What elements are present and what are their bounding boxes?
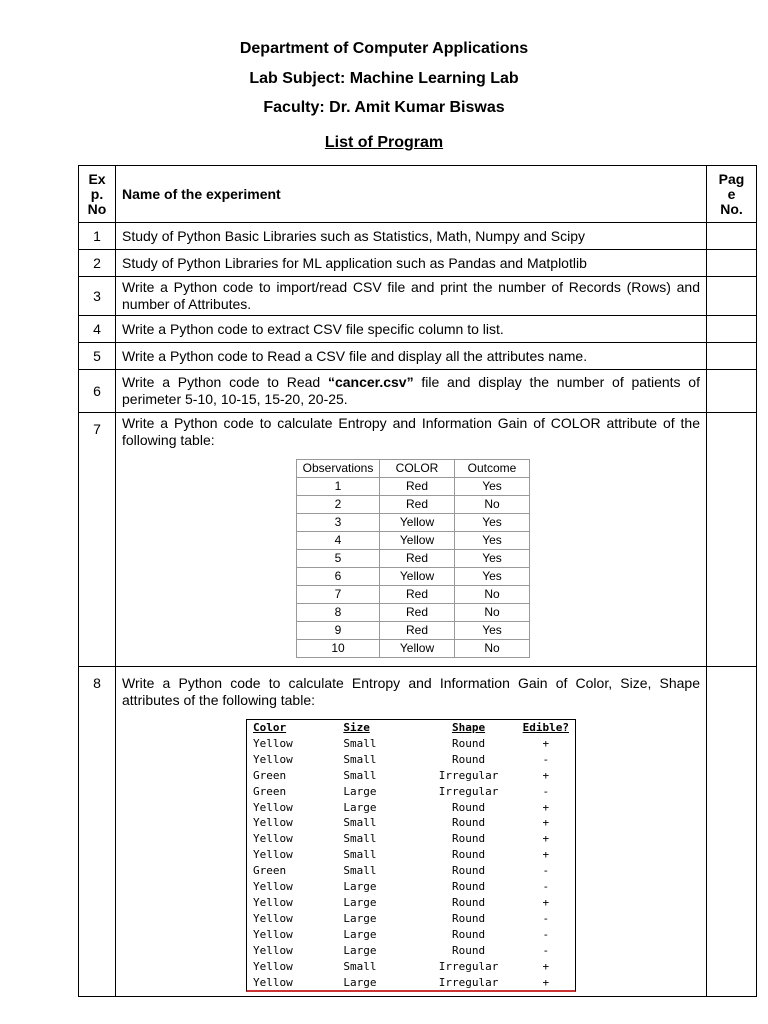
edible-cell: + [542, 832, 550, 846]
edible-cell: + [542, 800, 550, 814]
edible-cell: Small [343, 864, 377, 878]
edible-cell: Yellow [253, 911, 293, 925]
edible-cell: Yellow [253, 943, 293, 957]
edible-cell: - [542, 880, 550, 894]
edible-cell: Small [343, 816, 377, 830]
col-exp-no-header: Ex p. No [79, 166, 116, 223]
obs-row [297, 604, 530, 622]
obs-row [297, 496, 530, 514]
edible-row [247, 847, 575, 863]
edible-cell: Round [451, 752, 486, 766]
edible-row [247, 784, 575, 800]
edible-cell: Irregular [438, 768, 499, 782]
edible-cell: Large [343, 784, 377, 798]
table-header-row [79, 166, 757, 223]
page-cell [707, 250, 757, 277]
obs-header: COLOR [380, 460, 455, 478]
edible-cell: Irregular [438, 959, 499, 973]
edible-cell: Round [451, 927, 486, 941]
edible-cell: Yellow [253, 816, 293, 830]
edible-cell: Yellow [253, 975, 293, 989]
edible-cell: Large [343, 800, 377, 814]
obs-cell: Yellow [380, 532, 455, 550]
obs-cell: Yes [455, 478, 530, 496]
col-name-header: Name of the experiment [116, 166, 707, 223]
edible-row [247, 863, 575, 879]
obs-row [297, 478, 530, 496]
exp-number: 8 [79, 667, 116, 997]
edible-header: Color [253, 721, 287, 734]
obs-cell: Red [380, 586, 455, 604]
edible-cell: Round [451, 848, 486, 862]
edible-cell: Irregular [438, 975, 499, 989]
obs-cell: 10 [297, 640, 380, 658]
obs-cell: No [455, 586, 530, 604]
edible-cell: Small [343, 959, 377, 973]
edible-row [247, 975, 575, 991]
exp-number: 6 [79, 370, 116, 413]
edible-cell: + [542, 848, 550, 862]
edible-row [247, 736, 575, 752]
page-cell [707, 316, 757, 343]
edible-header: Size [343, 721, 370, 734]
edible-row [247, 959, 575, 975]
obs-row [297, 568, 530, 586]
edible-cell: Round [451, 880, 486, 894]
exp-description: Write a Python code to calculate Entropy and Information Gain of COLOR attribute of the following table: [122, 415, 700, 448]
edible-cell: Large [343, 943, 377, 957]
edible-cell: Round [451, 816, 486, 830]
obs-row [297, 586, 530, 604]
edible-cell: Round [451, 911, 486, 925]
edible-cell: Small [343, 752, 377, 766]
exp-description-cell [116, 413, 707, 667]
cancer-csv-filename: “cancer.csv” [327, 374, 414, 390]
obs-cell: Yes [455, 622, 530, 640]
edible-cell: Green [253, 864, 287, 878]
obs-cell: Yellow [380, 640, 455, 658]
exp-number: 2 [79, 250, 116, 277]
edible-row [247, 768, 575, 784]
edible-cell: - [542, 752, 550, 766]
edible-cell: Small [343, 768, 377, 782]
obs-row [297, 550, 530, 568]
obs-cell: 4 [297, 532, 380, 550]
obs-cell: Yes [455, 550, 530, 568]
edible-header-row [247, 720, 575, 736]
table-row [79, 413, 757, 667]
obs-cell: Yes [455, 514, 530, 532]
obs-cell: Red [380, 622, 455, 640]
edible-table-image [246, 719, 576, 992]
edible-cell: + [542, 975, 550, 989]
edible-header: Edible? [522, 721, 569, 734]
program-list-table [78, 165, 757, 997]
edible-row [247, 927, 575, 943]
color-outcome-table [296, 459, 530, 658]
edible-cell: - [542, 864, 550, 878]
exp-number: 7 [79, 413, 116, 667]
exp-number: 3 [79, 277, 116, 316]
obs-cell: Red [380, 496, 455, 514]
exp-description: Write a Python code to import/read CSV file and print the number of Records (Rows) and number of Attributes. [116, 277, 707, 316]
obs-cell: No [455, 496, 530, 514]
exp-description: Write a Python code to Read a CSV file and display all the attributes name. [116, 343, 707, 370]
obs-row [297, 514, 530, 532]
page-cell [707, 370, 757, 413]
edible-cell: Yellow [253, 848, 293, 862]
edible-table [247, 720, 575, 990]
edible-row [247, 911, 575, 927]
edible-cell: Large [343, 975, 377, 989]
page-cell [707, 223, 757, 250]
obs-cell: Red [380, 604, 455, 622]
department-heading: Department of Computer Applications [239, 40, 529, 57]
obs-cell: Yellow [380, 568, 455, 586]
edible-cell: Green [253, 768, 287, 782]
obs-row [297, 532, 530, 550]
edible-cell: Yellow [253, 880, 293, 894]
edible-cell: Round [451, 864, 486, 878]
page-cell [707, 667, 757, 997]
subject-heading: Lab Subject: Machine Learning Lab [249, 70, 519, 87]
edible-cell: + [542, 959, 550, 973]
edible-cell: + [542, 768, 550, 782]
edible-cell: Round [451, 832, 486, 846]
table-row [79, 316, 757, 343]
obs-cell: Yes [455, 568, 530, 586]
edible-cell: Round [451, 943, 486, 957]
edible-row [247, 943, 575, 959]
edible-cell: Irregular [438, 784, 499, 798]
edible-cell: Large [343, 911, 377, 925]
edible-row [247, 831, 575, 847]
obs-cell: 5 [297, 550, 380, 568]
table-row [79, 667, 757, 997]
table-row [79, 370, 757, 413]
obs-cell: 8 [297, 604, 380, 622]
obs-body [297, 478, 530, 658]
edible-cell: Small [343, 848, 377, 862]
obs-cell: 9 [297, 622, 380, 640]
edible-cell: - [542, 927, 550, 941]
obs-cell: Yes [455, 532, 530, 550]
edible-row [247, 895, 575, 911]
edible-cell: Large [343, 927, 377, 941]
obs-cell: Red [380, 478, 455, 496]
edible-cell: - [542, 911, 550, 925]
edible-cell: Yellow [253, 832, 293, 846]
edible-cell: + [542, 816, 550, 830]
table-row [79, 250, 757, 277]
obs-cell: 1 [297, 478, 380, 496]
edible-cell: Yellow [253, 895, 293, 909]
edible-cell: Round [451, 895, 486, 909]
edible-cell: Yellow [253, 736, 293, 750]
obs-header: Outcome [455, 460, 530, 478]
edible-cell: Large [343, 880, 377, 894]
obs-header: Observations [297, 460, 380, 478]
edible-cell: Yellow [253, 959, 293, 973]
edible-cell: Round [451, 800, 486, 814]
col-page-header: Pag e No. [707, 166, 757, 223]
obs-cell: Red [380, 550, 455, 568]
table-row [79, 343, 757, 370]
edible-cell: Green [253, 784, 287, 798]
exp-number: 5 [79, 343, 116, 370]
edible-cell: Yellow [253, 752, 293, 766]
edible-cell: Yellow [253, 800, 293, 814]
edible-cell: - [542, 784, 550, 798]
obs-row [297, 622, 530, 640]
edible-cell: Yellow [253, 927, 293, 941]
obs-cell: Yellow [380, 514, 455, 532]
edible-row [247, 879, 575, 895]
table-row [79, 223, 757, 250]
edible-cell: Small [343, 736, 377, 750]
exp-description-cell [116, 667, 707, 997]
edible-cell: Large [343, 895, 377, 909]
obs-cell: 7 [297, 586, 380, 604]
faculty-heading: Faculty: Dr. Amit Kumar Biswas [263, 99, 505, 116]
edible-body [247, 736, 575, 991]
exp-number: 4 [79, 316, 116, 343]
edible-cell: + [542, 895, 550, 909]
edible-row [247, 800, 575, 816]
exp-description: Study of Python Basic Libraries such as Statistics, Math, Numpy and Scipy [116, 223, 707, 250]
exp-description: Write a Python code to extract CSV file specific column to list. [116, 316, 707, 343]
exp-number: 1 [79, 223, 116, 250]
obs-cell: 2 [297, 496, 380, 514]
obs-row [297, 640, 530, 658]
obs-cell: 3 [297, 514, 380, 532]
exp-description: Write a Python code to calculate Entropy and Information Gain of Color, Size, Shape attributes of the following table: [122, 675, 700, 708]
edible-cell: + [542, 736, 550, 750]
edible-cell: Small [343, 832, 377, 846]
table-row [79, 277, 757, 316]
page-cell [707, 413, 757, 667]
exp-description: Study of Python Libraries for ML application such as Pandas and Matplotlib [116, 250, 707, 277]
edible-row [247, 815, 575, 831]
obs-header-row [297, 460, 530, 478]
page-cell [707, 343, 757, 370]
edible-header: Shape [451, 721, 486, 734]
list-title: List of Program [324, 134, 444, 151]
page-cell [707, 277, 757, 316]
exp-description: Write a Python code to Read “cancer.csv” file and display the number of patients of perimeter 5-10, 10-15, 15-20, 20-25. [116, 370, 707, 413]
obs-cell: No [455, 640, 530, 658]
edible-cell: Round [451, 736, 486, 750]
obs-cell: No [455, 604, 530, 622]
obs-cell: 6 [297, 568, 380, 586]
edible-cell: - [542, 943, 550, 957]
edible-row [247, 752, 575, 768]
